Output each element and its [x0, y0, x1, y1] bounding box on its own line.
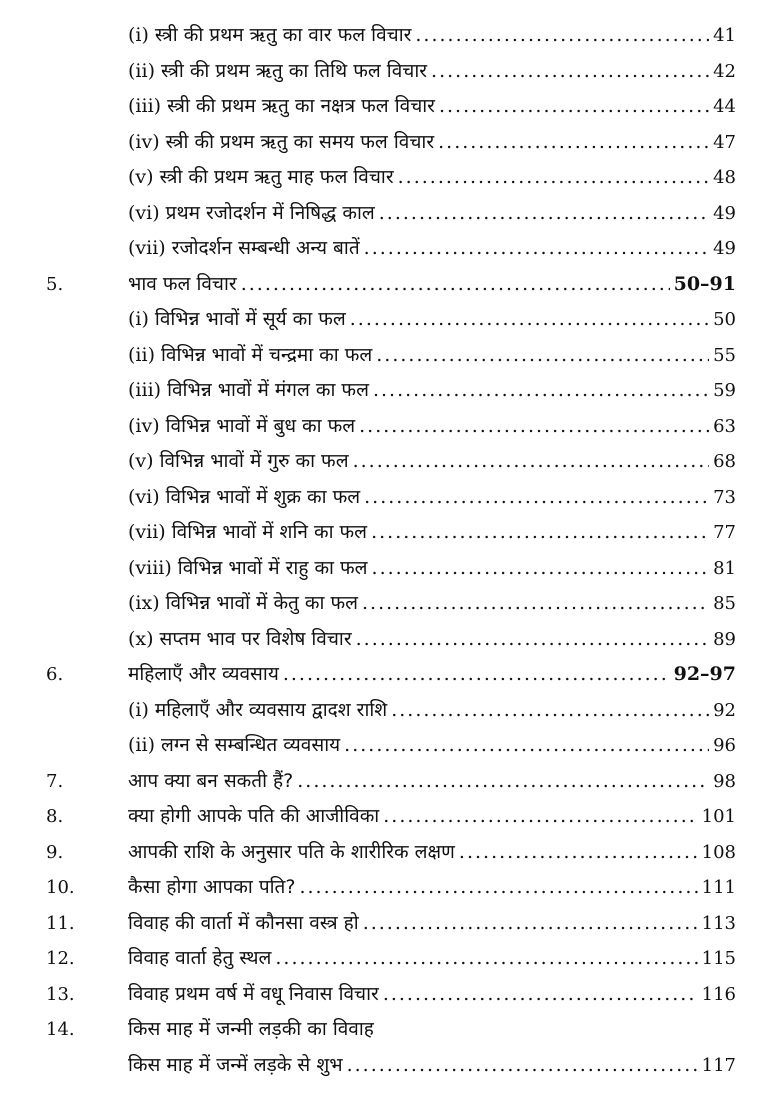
dot-leader — [363, 906, 698, 942]
toc-row — [0, 160, 780, 196]
toc-entry — [128, 799, 736, 835]
toc-entry-title: आपकी राशि के अनुसार पति के शारीरिक लक्षण — [128, 840, 455, 863]
toc-subentry-numeral: (ix) — [128, 592, 160, 614]
toc-page-number: 92–97 — [673, 663, 736, 685]
toc-entry — [128, 338, 736, 374]
toc-entry-number: 12. — [46, 948, 75, 969]
toc-subentry-numeral: (iii) — [128, 379, 162, 401]
toc-subentry-numeral: (ii) — [128, 734, 155, 756]
toc-entry-title: विभिन्न भावों में बुध का फल — [165, 414, 356, 437]
toc-subentry-numeral: (i) — [128, 24, 149, 46]
dot-leader — [241, 267, 670, 303]
dot-leader — [376, 338, 709, 374]
toc-row — [0, 515, 780, 551]
dot-leader — [275, 941, 697, 977]
toc-subentry-numeral: (vi) — [128, 201, 160, 224]
dot-leader — [383, 799, 697, 835]
toc-entry-title: विभिन्न भावों में राहु का फल — [177, 556, 368, 579]
dot-leader — [371, 515, 709, 551]
toc-row — [0, 1012, 780, 1048]
toc-entry — [128, 444, 736, 480]
toc-row — [0, 586, 780, 622]
toc-page-number: 47 — [713, 131, 736, 153]
toc-entry-title: विभिन्न भावों में गुरु का फल — [159, 450, 349, 472]
toc-entry-number: 5. — [46, 273, 64, 295]
toc-row — [0, 693, 780, 729]
toc-entry-title: आप क्या बन सकती हैं? — [128, 769, 294, 792]
toc-entry-number: 14. — [46, 1019, 75, 1040]
toc-row — [0, 551, 780, 587]
toc-row — [0, 196, 780, 232]
dot-leader — [362, 586, 709, 622]
toc-row — [0, 267, 780, 303]
toc-entry — [128, 196, 736, 232]
dot-leader — [356, 622, 709, 658]
toc-entry — [128, 622, 736, 658]
dot-leader — [438, 125, 709, 161]
toc-entry — [128, 18, 736, 54]
toc-entry-title: विभिन्न भावों में शनि का फल — [171, 521, 368, 543]
toc-page-number: 44 — [713, 96, 736, 117]
toc-row — [0, 1048, 780, 1084]
toc-row — [0, 54, 780, 90]
dot-leader — [299, 870, 697, 906]
toc-subentry-numeral: (i) — [128, 698, 149, 721]
toc-entry — [128, 870, 736, 906]
toc-row — [0, 657, 780, 693]
toc-entry — [128, 1012, 736, 1048]
toc-entry — [128, 835, 736, 871]
toc-entry-number: 11. — [46, 912, 75, 934]
toc-page-number: 55 — [713, 344, 736, 366]
toc-entry-title: महिलाएँ और व्यवसाय द्वादश राशि — [154, 698, 388, 721]
toc-row — [0, 799, 780, 835]
toc-row — [0, 231, 780, 267]
toc-entry-number: 10. — [46, 877, 75, 898]
dot-leader — [283, 657, 670, 693]
toc-entry — [128, 941, 736, 977]
toc-page-number: 49 — [713, 202, 736, 224]
toc-entry-number: 7. — [46, 770, 64, 792]
toc-entry — [128, 586, 736, 622]
toc-page-number: 98 — [713, 770, 736, 792]
toc-page-number: 113 — [701, 912, 736, 934]
toc-subentry-numeral: (i) — [128, 308, 149, 330]
toc-page-number: 49 — [713, 238, 736, 259]
toc-subentry-numeral: (v) — [128, 166, 154, 188]
toc-row — [0, 373, 780, 409]
toc-entry — [128, 977, 736, 1013]
toc-entry-title: प्रथम रजोदर्शन में निषिद्ध काल — [165, 201, 375, 224]
toc-subentry-numeral: (x) — [128, 627, 154, 650]
toc-row — [0, 941, 780, 977]
dot-leader — [431, 54, 709, 90]
toc-page-number: 115 — [701, 948, 736, 969]
toc-row — [0, 764, 780, 800]
toc-entry-title: विवाह वार्ता हेतु स्थल — [128, 947, 272, 969]
toc-entry — [128, 906, 736, 942]
toc-entry-number: 8. — [46, 806, 64, 827]
toc-subentry-numeral: (vi) — [128, 485, 160, 508]
toc-page-number: 48 — [713, 167, 736, 188]
toc-entry-title: भाव फल विचार — [128, 272, 237, 295]
toc-page-number: 73 — [713, 486, 736, 508]
toc-subentry-numeral: (vii) — [128, 237, 166, 259]
toc-entry-title: विभिन्न भावों में सूर्य का फल — [154, 308, 346, 330]
toc-row — [0, 18, 780, 54]
toc-subentry-numeral: (iv) — [128, 414, 160, 437]
dot-leader — [439, 89, 709, 125]
toc-entry — [128, 267, 736, 303]
toc-row — [0, 906, 780, 942]
dot-leader — [347, 1048, 698, 1084]
dot-leader — [350, 302, 709, 338]
toc-row — [0, 89, 780, 125]
dot-leader — [459, 835, 698, 871]
toc-subentry-numeral: (ii) — [128, 59, 155, 82]
toc-entry — [128, 160, 736, 196]
toc-entry-title: विभिन्न भावों में केतु का फल — [165, 592, 359, 614]
toc-entry — [128, 657, 736, 693]
toc-entry — [128, 125, 736, 161]
toc-page-number: 50–91 — [673, 272, 736, 295]
toc-entry-title: किस माह में जन्में लड़के से शुभ — [128, 1053, 343, 1076]
toc-entry — [128, 409, 736, 445]
toc-row — [0, 977, 780, 1013]
toc-entry-title: किस माह में जन्मी लड़की का विवाह — [128, 1018, 374, 1040]
dot-leader — [297, 764, 709, 800]
toc-entry-title: विवाह प्रथम वर्ष में वधू निवास विचार — [128, 982, 379, 1005]
dot-leader — [359, 409, 709, 445]
toc-entry-number: 9. — [46, 841, 64, 863]
toc-page-number: 96 — [713, 735, 736, 756]
toc-entry-title: विभिन्न भावों में शुक्र का फल — [165, 485, 361, 508]
toc-subentry-numeral: (iii) — [128, 95, 162, 117]
dot-leader — [383, 977, 698, 1013]
toc-entry-title: स्त्री की प्रथम ऋतु का समय फल विचार — [165, 130, 435, 153]
toc-entry — [128, 515, 736, 551]
dot-leader — [391, 693, 709, 729]
toc-subentry-numeral: (ii) — [128, 343, 155, 366]
toc-entry-title: लग्न से सम्बन्धित व्यवसाय — [160, 734, 341, 756]
toc-entry — [128, 89, 736, 125]
toc-page-number: 89 — [713, 628, 736, 650]
toc-entry-title: स्त्री की प्रथम ऋतु माह फल विचार — [159, 166, 394, 188]
toc-page-number: 59 — [713, 380, 736, 401]
toc-row — [0, 728, 780, 764]
toc-entry — [128, 693, 736, 729]
toc-page-number: 42 — [713, 60, 736, 82]
table-of-contents — [0, 18, 780, 1083]
dot-leader — [398, 160, 709, 196]
toc-entry — [128, 728, 736, 764]
toc-entry-title: स्त्री की प्रथम ऋतु का वार फल विचार — [154, 24, 412, 46]
toc-page-number: 92 — [713, 699, 736, 721]
toc-entry-number: 6. — [46, 664, 64, 685]
toc-row — [0, 622, 780, 658]
toc-subentry-numeral: (viii) — [128, 556, 172, 579]
toc-entry-title: रजोदर्शन सम्बन्धी अन्य बातें — [171, 237, 360, 259]
toc-row — [0, 870, 780, 906]
toc-page-number: 68 — [713, 451, 736, 472]
toc-subentry-numeral: (v) — [128, 450, 154, 472]
toc-entry — [128, 480, 736, 516]
toc-row — [0, 338, 780, 374]
toc-page-number: 63 — [713, 415, 736, 437]
toc-page-number: 111 — [701, 877, 736, 898]
toc-subentry-numeral: (iv) — [128, 130, 160, 153]
toc-entry — [128, 551, 736, 587]
toc-entry — [128, 1048, 736, 1084]
dot-leader — [415, 18, 709, 54]
toc-entry-title: विवाह की वार्ता में कौनसा वस्त्र हो — [128, 911, 359, 934]
toc-entry-title: विभिन्न भावों में चन्द्रमा का फल — [160, 343, 373, 366]
toc-row — [0, 480, 780, 516]
toc-entry — [128, 373, 736, 409]
toc-entry-title: क्या होगी आपके पति की आजीविका — [128, 805, 380, 827]
toc-page-number: 116 — [701, 983, 736, 1005]
toc-entry-title: महिलाएँ और व्यवसाय — [128, 663, 279, 685]
toc-page-number: 85 — [713, 593, 736, 614]
toc-page-number: 108 — [701, 841, 736, 863]
toc-subentry-numeral: (vii) — [128, 521, 166, 543]
dot-leader — [353, 444, 710, 480]
toc-row — [0, 835, 780, 871]
toc-row — [0, 409, 780, 445]
toc-entry — [128, 302, 736, 338]
toc-page-number: 117 — [701, 1054, 736, 1076]
dot-leader — [344, 728, 709, 764]
toc-entry — [128, 231, 736, 267]
toc-page-number: 81 — [713, 557, 736, 579]
toc-entry-title: स्त्री की प्रथम ऋतु का नक्षत्र फल विचार — [167, 95, 435, 117]
toc-row — [0, 125, 780, 161]
toc-row — [0, 444, 780, 480]
toc-entry — [128, 54, 736, 90]
toc-entry-number: 13. — [46, 983, 75, 1005]
toc-entry-title: स्त्री की प्रथम ऋतु का तिथि फल विचार — [160, 59, 428, 82]
toc-page-number: 50 — [713, 309, 736, 330]
toc-entry-title: सप्तम भाव पर विशेष विचार — [159, 627, 352, 650]
toc-entry — [128, 764, 736, 800]
dot-leader — [373, 373, 709, 409]
toc-page-number: 77 — [713, 522, 736, 543]
dot-leader — [364, 231, 709, 267]
toc-page-number: 41 — [713, 25, 736, 46]
toc-entry-title: कैसा होगा आपका पति? — [128, 876, 296, 898]
toc-page-number: 101 — [701, 806, 736, 827]
toc-row — [0, 302, 780, 338]
dot-leader — [379, 196, 709, 232]
dot-leader — [372, 551, 710, 587]
dot-leader — [364, 480, 709, 516]
toc-entry-title: विभिन्न भावों में मंगल का फल — [167, 379, 369, 401]
